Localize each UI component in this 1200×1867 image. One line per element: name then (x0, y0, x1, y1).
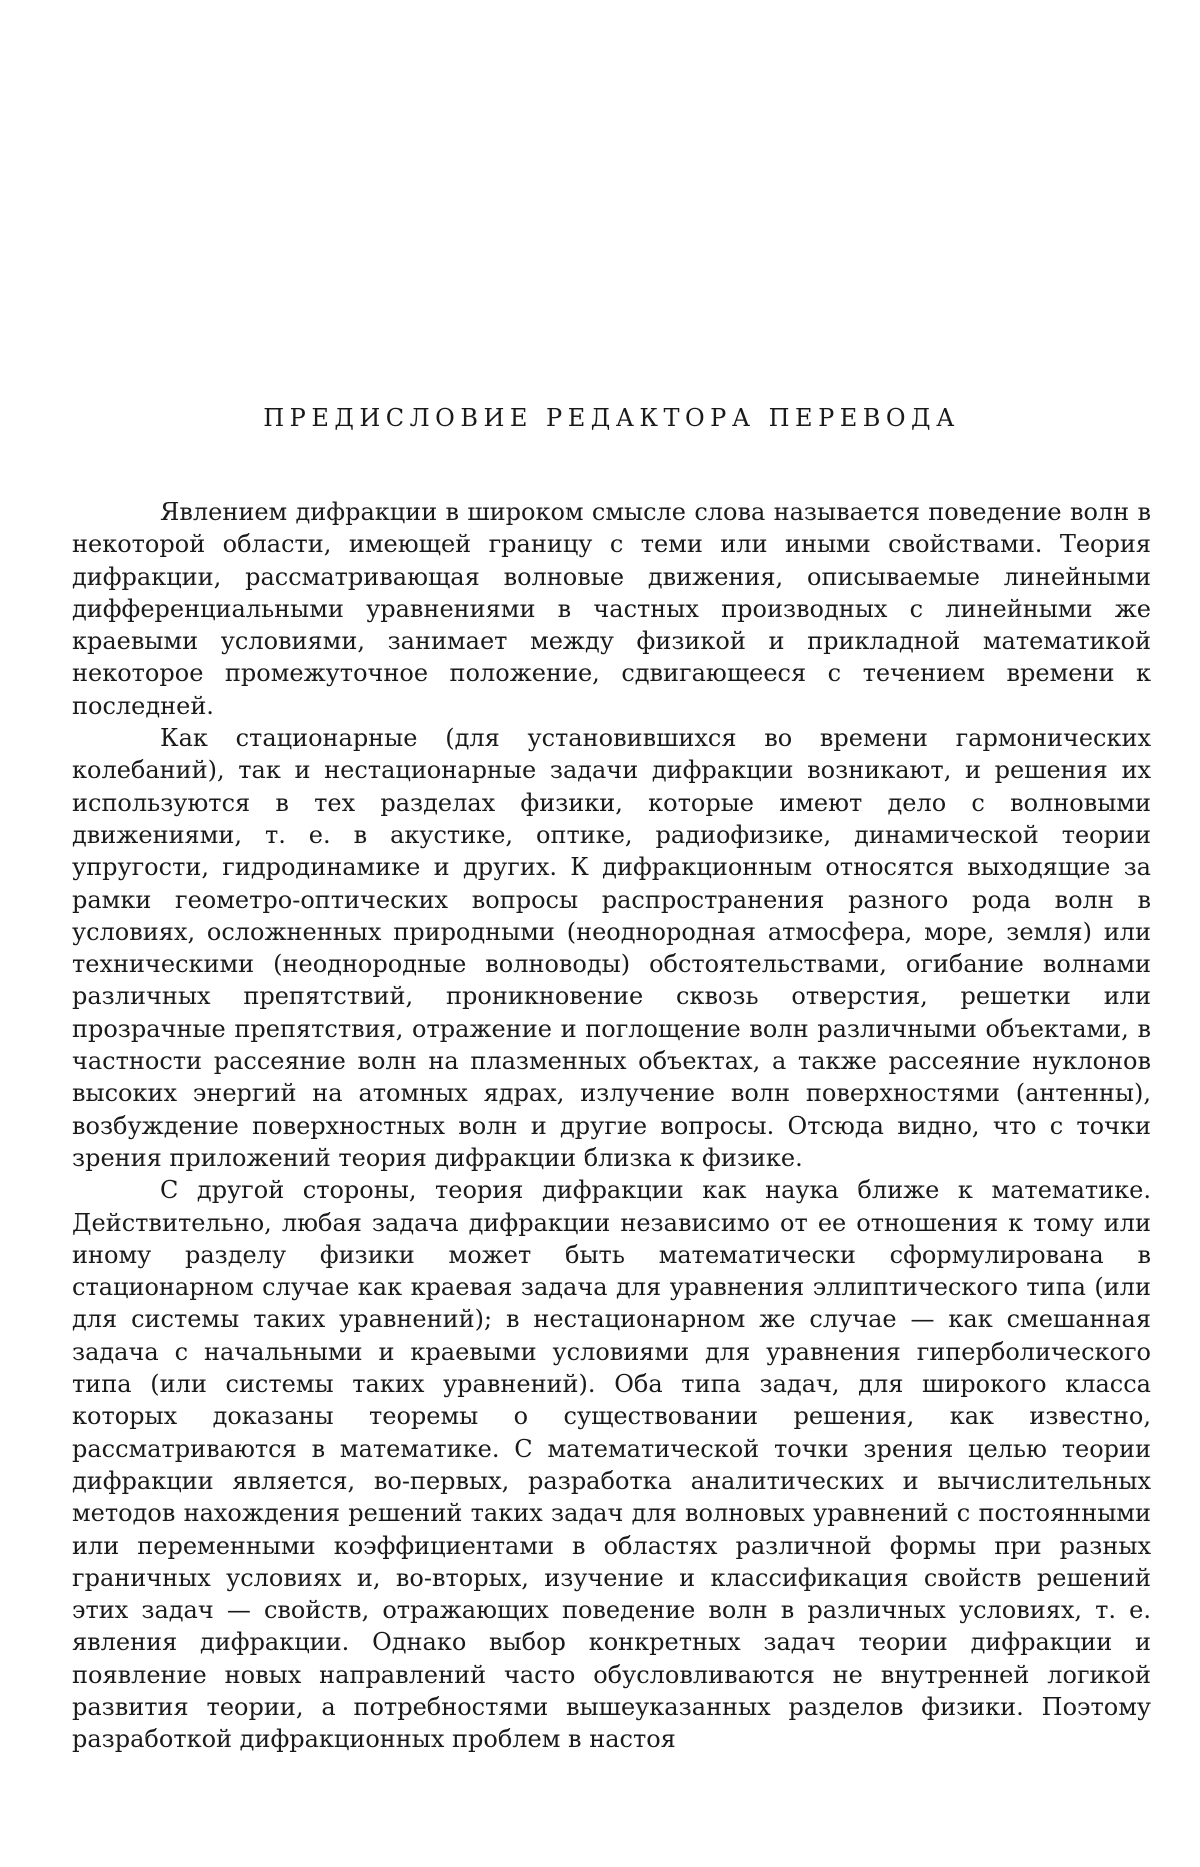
page-title: ПРЕДИСЛОВИЕ РЕДАКТОРА ПЕРЕВОДА (263, 404, 960, 432)
paragraph-2: Как стационарные (для установившихся во времени гармонических колебаний), так и нестационарные задачи дифракции возникают, и решения их используются в тех разделах физики, которые имеют дело с волновыми движениями, т. е. в акустике, оптике, радиофизике, динамической теории упругости, гидродинамике и других. К дифракционным относятся выходящие за рамки геометро-оптических вопросы распространения разного рода волн в условиях, осложненных природными (неоднородная атмосфера, море, земля) или техническими (неоднородные волноводы) обстоятельствами, огибание волнами различных препятствий, проникновение сквозь отверстия, решетки или прозрачные препятствия, отражение и поглощение волн различными объектами, в частности рассеяние волн на плазменных объектах, а также рассеяние нуклонов высоких энергий на атомных ядрах, излучение волн поверхностями (антенны), возбуждение поверхностных волн и другие вопросы. Отсюда видно, что с точки зрения приложений теория дифракции близка к физике. (72, 724, 1151, 1172)
paragraph-3: С другой стороны, теория дифракции как наука ближе к математике. Действительно, любая задача дифракции независимо от ее отношения к тому или иному разделу физики может быть математически сформулирована в стационарном случае как краевая задача для уравнения эллиптического типа (или для системы таких уравнений); в нестационарном же случае — как смешанная задача с начальными и краевыми условиями для уравнения гиперболического типа (или системы таких уравнений). Оба типа задач, для широкого класса которых доказаны теоремы о существовании решения, как известно, рассматриваются в математике. С математической точки зрения целью теории дифракции является, во-первых, разработка аналитических и вычислительных методов нахождения решений таких задач для волновых уравнений с постоянными или переменными коэффициентами в областях различной формы при разных граничных условиях и, во-вторых, изучение и классификация свойств решений этих задач — свойств, отражающих поведение волн в различных условиях, т. е. явления дифракции. Однако выбор конкретных задач теории дифракции и появление новых направлений часто обусловливаются не внутренней логикой развития теории, а потребностями вышеуказанных разделов физики. Поэтому разработкой дифракционных проблем в настоя (72, 1176, 1151, 1754)
paragraph-1: Явлением дифракции в широком смысле слова называется поведение волн в некоторой области, имеющей границу с теми или иными свойствами. Теория дифракции, рассматривающая волновые движения, описываемые линейными дифференциальными уравнениями в частных производных с линейными же краевыми условиями, занимает между физикой и прикладной математикой некоторое промежуточное положение, сдвигающееся с течением времени к последней. (72, 498, 1151, 720)
page-content (72, 404, 1151, 1756)
